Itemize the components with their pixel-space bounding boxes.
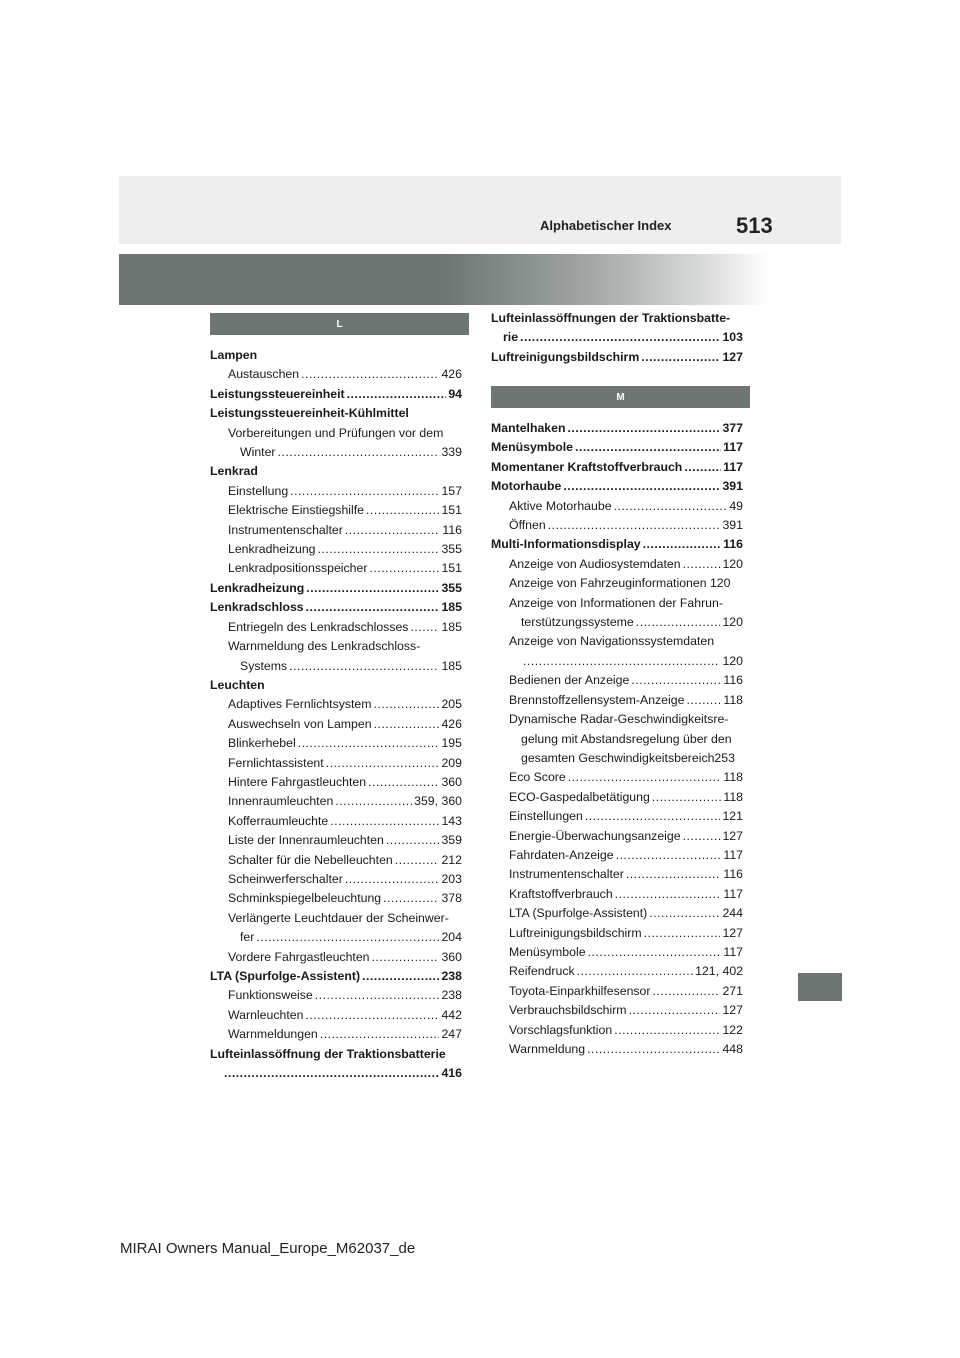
index-entry (210, 986, 462, 1005)
dot-leader (641, 348, 720, 367)
index-entry-page: 377 (722, 421, 743, 435)
index-entry-page: 116 (442, 522, 462, 537)
header-band (119, 176, 841, 244)
index-entry-label: Multi-Informationsdisplay (491, 537, 641, 552)
dot-leader (686, 691, 721, 710)
index-entry-page: 355 (441, 580, 462, 595)
index-entry (491, 632, 743, 651)
dot-leader (369, 559, 439, 578)
index-entry (491, 652, 743, 671)
index-entry (491, 827, 743, 846)
index-entry-label: Luftreinigungsbildschirm (491, 349, 640, 364)
index-entry-label: Anzeige von Informationen der Fahrun- (509, 595, 723, 610)
dot-leader (683, 827, 721, 846)
section-title: Alphabetischer Index (540, 218, 672, 233)
index-entry-page: 426 (441, 367, 462, 382)
index-entry-label: Dynamische Radar-Geschwindigkeitsre- (509, 712, 729, 727)
index-entry (210, 618, 462, 637)
index-entry-page: 360 (441, 774, 462, 789)
index-entry (491, 924, 743, 943)
index-entry (491, 846, 743, 865)
letter-heading-m: M (491, 386, 750, 408)
dot-leader (330, 812, 439, 831)
index-entry (210, 676, 462, 695)
index-entry-page: 122 (722, 1022, 743, 1037)
index-entry-page: 195 (441, 736, 462, 751)
index-entry-page: 120 (722, 556, 743, 571)
index-entry-label: Elektrische Einstiegshilfe (228, 503, 365, 518)
index-entry (491, 865, 743, 884)
index-entry-page: 117 (723, 944, 743, 959)
dot-leader (520, 328, 720, 347)
dot-leader (683, 555, 721, 574)
index-entry-label: Warnmeldungen (228, 1027, 318, 1042)
index-entry-page: 118 (723, 692, 743, 707)
index-entry-page: 391 (722, 518, 743, 533)
dot-leader (224, 1064, 439, 1083)
index-entry-page: 426 (441, 716, 462, 731)
dot-leader (383, 889, 439, 908)
dot-leader (523, 652, 720, 671)
index-entry-label: Mantelhaken (491, 421, 566, 435)
index-entry-label: Anzeige von Navigationssystemdaten (509, 634, 715, 649)
index-entry-page: 359 (441, 833, 462, 848)
dot-leader (326, 754, 440, 773)
index-entry-page: 117 (723, 459, 743, 474)
index-entry-page: 49 (729, 498, 743, 513)
index-entry-page: 185 (441, 658, 462, 673)
dot-leader (395, 851, 440, 870)
index-entry-label: Lenkradheizung (210, 580, 305, 595)
index-entry-label: Öffnen (509, 518, 546, 533)
index-entry-page: 205 (441, 697, 462, 712)
index-entry (210, 715, 462, 734)
index-entry-label: terstützungssysteme (521, 615, 634, 630)
index-entry-page: 121 (722, 809, 743, 824)
index-entry-label: Vordere Fahrgastleuchten (228, 949, 370, 964)
dot-leader (374, 695, 440, 714)
index-entry (491, 885, 743, 904)
index-entry (210, 754, 462, 773)
dot-leader (575, 438, 721, 457)
index-entry-label: Menüsymbole (509, 944, 586, 959)
index-column-right-m (491, 419, 743, 1059)
index-entry-page: 378 (441, 891, 462, 906)
index-entry (210, 637, 462, 656)
index-entry (210, 870, 462, 889)
dot-leader (256, 928, 439, 947)
index-entry (210, 889, 462, 908)
dot-leader (278, 443, 440, 462)
index-entry (210, 948, 462, 967)
dot-leader (386, 831, 440, 850)
dot-leader (298, 734, 440, 753)
index-entry (210, 404, 462, 423)
index-entry (210, 365, 462, 384)
index-entry-page: 209 (441, 755, 462, 770)
index-entry (210, 424, 462, 443)
index-entry-page: 360 (441, 949, 462, 964)
index-entry-label: Scheinwerferschalter (228, 871, 343, 886)
index-entry (491, 535, 743, 554)
index-entry (210, 695, 462, 714)
index-entry-label: Fahrdaten-Anzeige (509, 847, 614, 862)
index-entry-page: 448 (722, 1042, 743, 1056)
dot-leader (362, 967, 439, 986)
index-entry (210, 462, 462, 481)
index-entry (491, 671, 743, 690)
chapter-tab (798, 973, 842, 1001)
dot-leader (366, 501, 439, 520)
index-entry-page: 117 (723, 440, 743, 455)
index-entry-page: 185 (441, 600, 462, 615)
index-entry-page: 118 (723, 770, 743, 785)
index-entry (491, 328, 743, 347)
index-entry-label: gelung mit Abstandsregelung über den (521, 731, 732, 746)
index-entry-label: Hintere Fahrgastleuchten (228, 774, 367, 789)
dot-leader (644, 924, 721, 943)
index-entry-page: 359, 360 (414, 794, 462, 809)
dot-leader (649, 904, 720, 923)
index-entry-page: 355 (441, 542, 462, 557)
index-entry-label: Winter (240, 445, 276, 460)
index-entry-label: Entriegeln des Lenkradschlosses (228, 619, 409, 634)
dot-leader (563, 477, 720, 496)
index-entry (210, 1006, 462, 1025)
index-entry-label: Brennstoffzellensystem-Anzeige (509, 692, 685, 707)
index-entry-label: Reifendruck (509, 964, 575, 979)
index-entry (210, 851, 462, 870)
index-entry-page: 117 (723, 847, 743, 862)
index-entry-label: Einstellungen (509, 809, 583, 824)
letter-heading-l: L (210, 313, 469, 335)
index-entry-label: Lenkrad (210, 464, 258, 479)
dot-leader (684, 458, 721, 477)
dot-leader (347, 385, 447, 404)
index-entry-label: Schalter für die Nebelleuchten (228, 852, 393, 867)
index-entry-label: Leistungssteuereinheit-Kühlmittel (210, 406, 409, 421)
index-entry (210, 540, 462, 559)
index-entry (491, 348, 743, 367)
index-entry (491, 613, 743, 632)
index-entry-label: Lufteinlassöffnung der Traktionsbatterie (210, 1046, 446, 1061)
index-entry-page: 103 (722, 330, 743, 345)
index-entry (491, 419, 743, 438)
dot-leader (614, 497, 728, 516)
index-column-left (210, 346, 462, 1083)
dot-leader (588, 943, 722, 962)
index-entry-page: 120 (722, 653, 743, 668)
index-entry (210, 773, 462, 792)
index-entry (491, 516, 743, 535)
dot-leader (374, 715, 440, 734)
index-entry-page: 244 (722, 906, 743, 921)
index-entry (491, 710, 743, 729)
index-entry (210, 1045, 462, 1064)
index-entry-page: 339 (441, 445, 462, 460)
decorative-gradient-band (119, 254, 841, 305)
dot-leader (631, 671, 721, 690)
index-entry-label: Warnleuchten (228, 1007, 304, 1022)
index-entry-label: Fernlichtassistent (228, 755, 324, 770)
index-entry-label: Anzeige von Audiosystemdaten (509, 556, 681, 571)
index-entry-label: Blinkerhebel (228, 736, 296, 751)
index-entry (210, 928, 462, 947)
index-entry-label: Leistungssteuereinheit (210, 386, 345, 401)
index-entry-label: Motorhaube (491, 479, 562, 494)
dot-leader (568, 768, 722, 787)
dot-leader (335, 792, 412, 811)
dot-leader (626, 865, 722, 884)
index-entry-label: LTA (Spurfolge-Assistent) (509, 906, 648, 921)
index-entry (491, 1021, 743, 1040)
index-entry-label: fer (240, 930, 255, 945)
index-entry-label: Lampen (210, 348, 258, 362)
index-entry-label: Leuchten (210, 677, 265, 692)
dot-leader (615, 885, 722, 904)
index-column-right-top (491, 309, 743, 367)
index-entry-label: Warnmeldung (509, 1042, 586, 1056)
index-entry (491, 1040, 743, 1059)
dot-leader (305, 1006, 439, 1025)
index-entry-label: Momentaner Kraftstoffverbrauch (491, 459, 683, 474)
index-entry-page: 116 (723, 537, 743, 552)
dot-leader (345, 870, 440, 889)
index-entry-page: 121, 402 (695, 964, 743, 979)
dot-leader (587, 1040, 720, 1059)
index-entry (210, 812, 462, 831)
index-entry-label: Luftreinigungsbildschirm (509, 925, 642, 940)
dot-leader (410, 618, 439, 637)
index-entry-page: 271 (722, 983, 743, 998)
index-entry-label: Vorbereitungen und Prüfungen vor dem (228, 425, 444, 440)
index-entry (491, 691, 743, 710)
index-entry (491, 788, 743, 807)
index-entry (210, 521, 462, 540)
index-entry (210, 559, 462, 578)
index-entry-label: Innenraumleuchten (228, 794, 334, 809)
index-entry-page: 185 (441, 619, 462, 634)
dot-leader (567, 419, 720, 438)
index-entry-label: Lufteinlassöffnungen der Traktionsbatte- (491, 311, 731, 325)
dot-leader (318, 540, 440, 559)
index-entry-page: 416 (441, 1066, 462, 1081)
index-entry-page: 127 (722, 349, 743, 364)
index-entry-label: Lenkradheizung (228, 542, 316, 557)
dot-leader (289, 657, 439, 676)
index-entry (210, 1064, 462, 1083)
index-entry-page: 151 (441, 561, 462, 576)
index-entry-label: Warnmeldung des Lenkradschloss- (228, 639, 421, 654)
index-entry-label: ECO-Gaspedalbetätigung (509, 789, 650, 804)
dot-leader (653, 982, 721, 1001)
index-entry (210, 831, 462, 850)
index-entry-label: Systems (240, 658, 288, 673)
dot-leader (320, 1025, 440, 1044)
dot-leader (290, 482, 439, 501)
index-entry (491, 497, 743, 516)
index-entry (210, 346, 462, 365)
dot-leader (368, 773, 439, 792)
index-entry (491, 1001, 743, 1020)
index-entry-page: 116 (723, 867, 743, 882)
dot-leader (652, 788, 722, 807)
index-entry-label: Schminkspiegelbeleuchtung (228, 891, 382, 906)
index-entry (491, 982, 743, 1001)
dot-leader (636, 613, 721, 632)
index-entry (210, 501, 462, 520)
index-entry (491, 904, 743, 923)
index-entry (210, 579, 462, 598)
index-entry-label: Verbrauchsbildschirm (509, 1003, 627, 1018)
index-entry-label: Verlängerte Leuchtdauer der Scheinwer- (228, 910, 449, 925)
dot-leader (548, 516, 721, 535)
index-entry-page: 127 (722, 925, 743, 940)
dot-leader (577, 962, 694, 981)
index-entry-page: 212 (441, 852, 462, 867)
index-entry (210, 385, 462, 404)
dot-leader (372, 948, 440, 967)
index-entry-page: 117 (723, 886, 743, 901)
index-entry (210, 734, 462, 753)
index-entry-label: Lenkradpositionsspeicher (228, 561, 368, 576)
index-entry (210, 657, 462, 676)
index-entry (210, 598, 462, 617)
index-entry-label: Auswechseln von Lampen (228, 716, 372, 731)
index-entry-page: 238 (441, 988, 462, 1003)
index-entry-page: 151 (441, 503, 462, 518)
index-entry (491, 555, 743, 574)
index-entry-label: Kofferraumleuchte (228, 813, 329, 828)
index-entry-label: Kraftstoffverbrauch (509, 886, 613, 901)
index-entry-page: 247 (441, 1027, 462, 1042)
index-entry-label: Eco Score (509, 770, 566, 785)
index-entry (491, 943, 743, 962)
index-entry-label: Energie-Überwachungsanzeige (509, 828, 681, 843)
index-entry-label: LTA (Spurfolge-Assistent) (210, 969, 361, 983)
index-entry-label: Aktive Motorhaube (509, 498, 612, 513)
index-entry (210, 1025, 462, 1044)
index-entry-label: Adaptives Fernlichtsystem (228, 697, 372, 712)
index-entry (210, 967, 462, 986)
index-entry-label: Instrumentenschalter (228, 522, 343, 537)
index-entry (210, 909, 462, 928)
dot-leader (301, 365, 439, 384)
index-entry-page: 157 (441, 483, 462, 498)
index-entry-label: Funktionsweise (228, 988, 313, 1003)
index-entry-page: 127 (722, 828, 743, 843)
index-entry (491, 594, 743, 613)
index-entry-page: 118 (723, 789, 743, 804)
dot-leader (306, 598, 440, 617)
index-entry-label: Liste der Innenraumleuchten (228, 833, 384, 848)
dot-leader (616, 846, 722, 865)
index-entry (210, 792, 462, 811)
index-entry-label: Instrumentenschalter (509, 867, 624, 882)
index-entry (491, 574, 743, 593)
page-number: 513 (736, 213, 773, 238)
dot-leader (315, 986, 440, 1005)
index-entry-page: 391 (722, 479, 743, 494)
index-entry (491, 730, 743, 749)
index-entry (491, 477, 743, 496)
footer-manual-name: MIRAI Owners Manual_Europe_M62037_de (120, 1240, 416, 1257)
index-entry-page: 127 (722, 1003, 743, 1018)
index-entry-label: rie (503, 330, 519, 345)
index-entry-label: gesamten Geschwindigkeitsbereich253 (521, 750, 735, 765)
index-entry-page: 120 (722, 615, 743, 630)
index-entry-label: Einstellung (228, 483, 289, 498)
index-entry-label: Toyota-Einparkhilfesensor (509, 983, 651, 998)
index-entry-page: 238 (441, 969, 462, 983)
dot-leader (614, 1021, 720, 1040)
dot-leader (585, 807, 721, 826)
index-entry-page: 143 (441, 813, 462, 828)
index-entry-label: Anzeige von Fahrzeuginformationen 120 (509, 576, 731, 591)
index-entry (491, 309, 743, 328)
index-entry-page: 116 (723, 673, 743, 688)
index-entry (210, 443, 462, 462)
dot-leader (306, 579, 439, 598)
index-entry (491, 749, 743, 768)
index-entry-page: 94 (448, 386, 462, 401)
index-entry (491, 768, 743, 787)
index-entry-page: 204 (441, 930, 462, 945)
index-entry-page: 442 (441, 1007, 462, 1022)
index-entry (491, 438, 743, 457)
index-entry-label: Lenkradschloss (210, 600, 304, 615)
dot-leader (629, 1001, 721, 1020)
index-entry (491, 807, 743, 826)
index-entry-page: 203 (441, 871, 462, 886)
dot-leader (345, 521, 441, 540)
dot-leader (643, 535, 722, 554)
index-entry-label: Austauschen (228, 367, 300, 382)
index-entry (491, 458, 743, 477)
index-entry-label: Bedienen der Anzeige (509, 673, 630, 688)
index-entry (491, 962, 743, 981)
index-entry-label: Vorschlagsfunktion (509, 1022, 613, 1037)
index-entry-label: Menüsymbole (491, 440, 573, 455)
index-entry (210, 482, 462, 501)
